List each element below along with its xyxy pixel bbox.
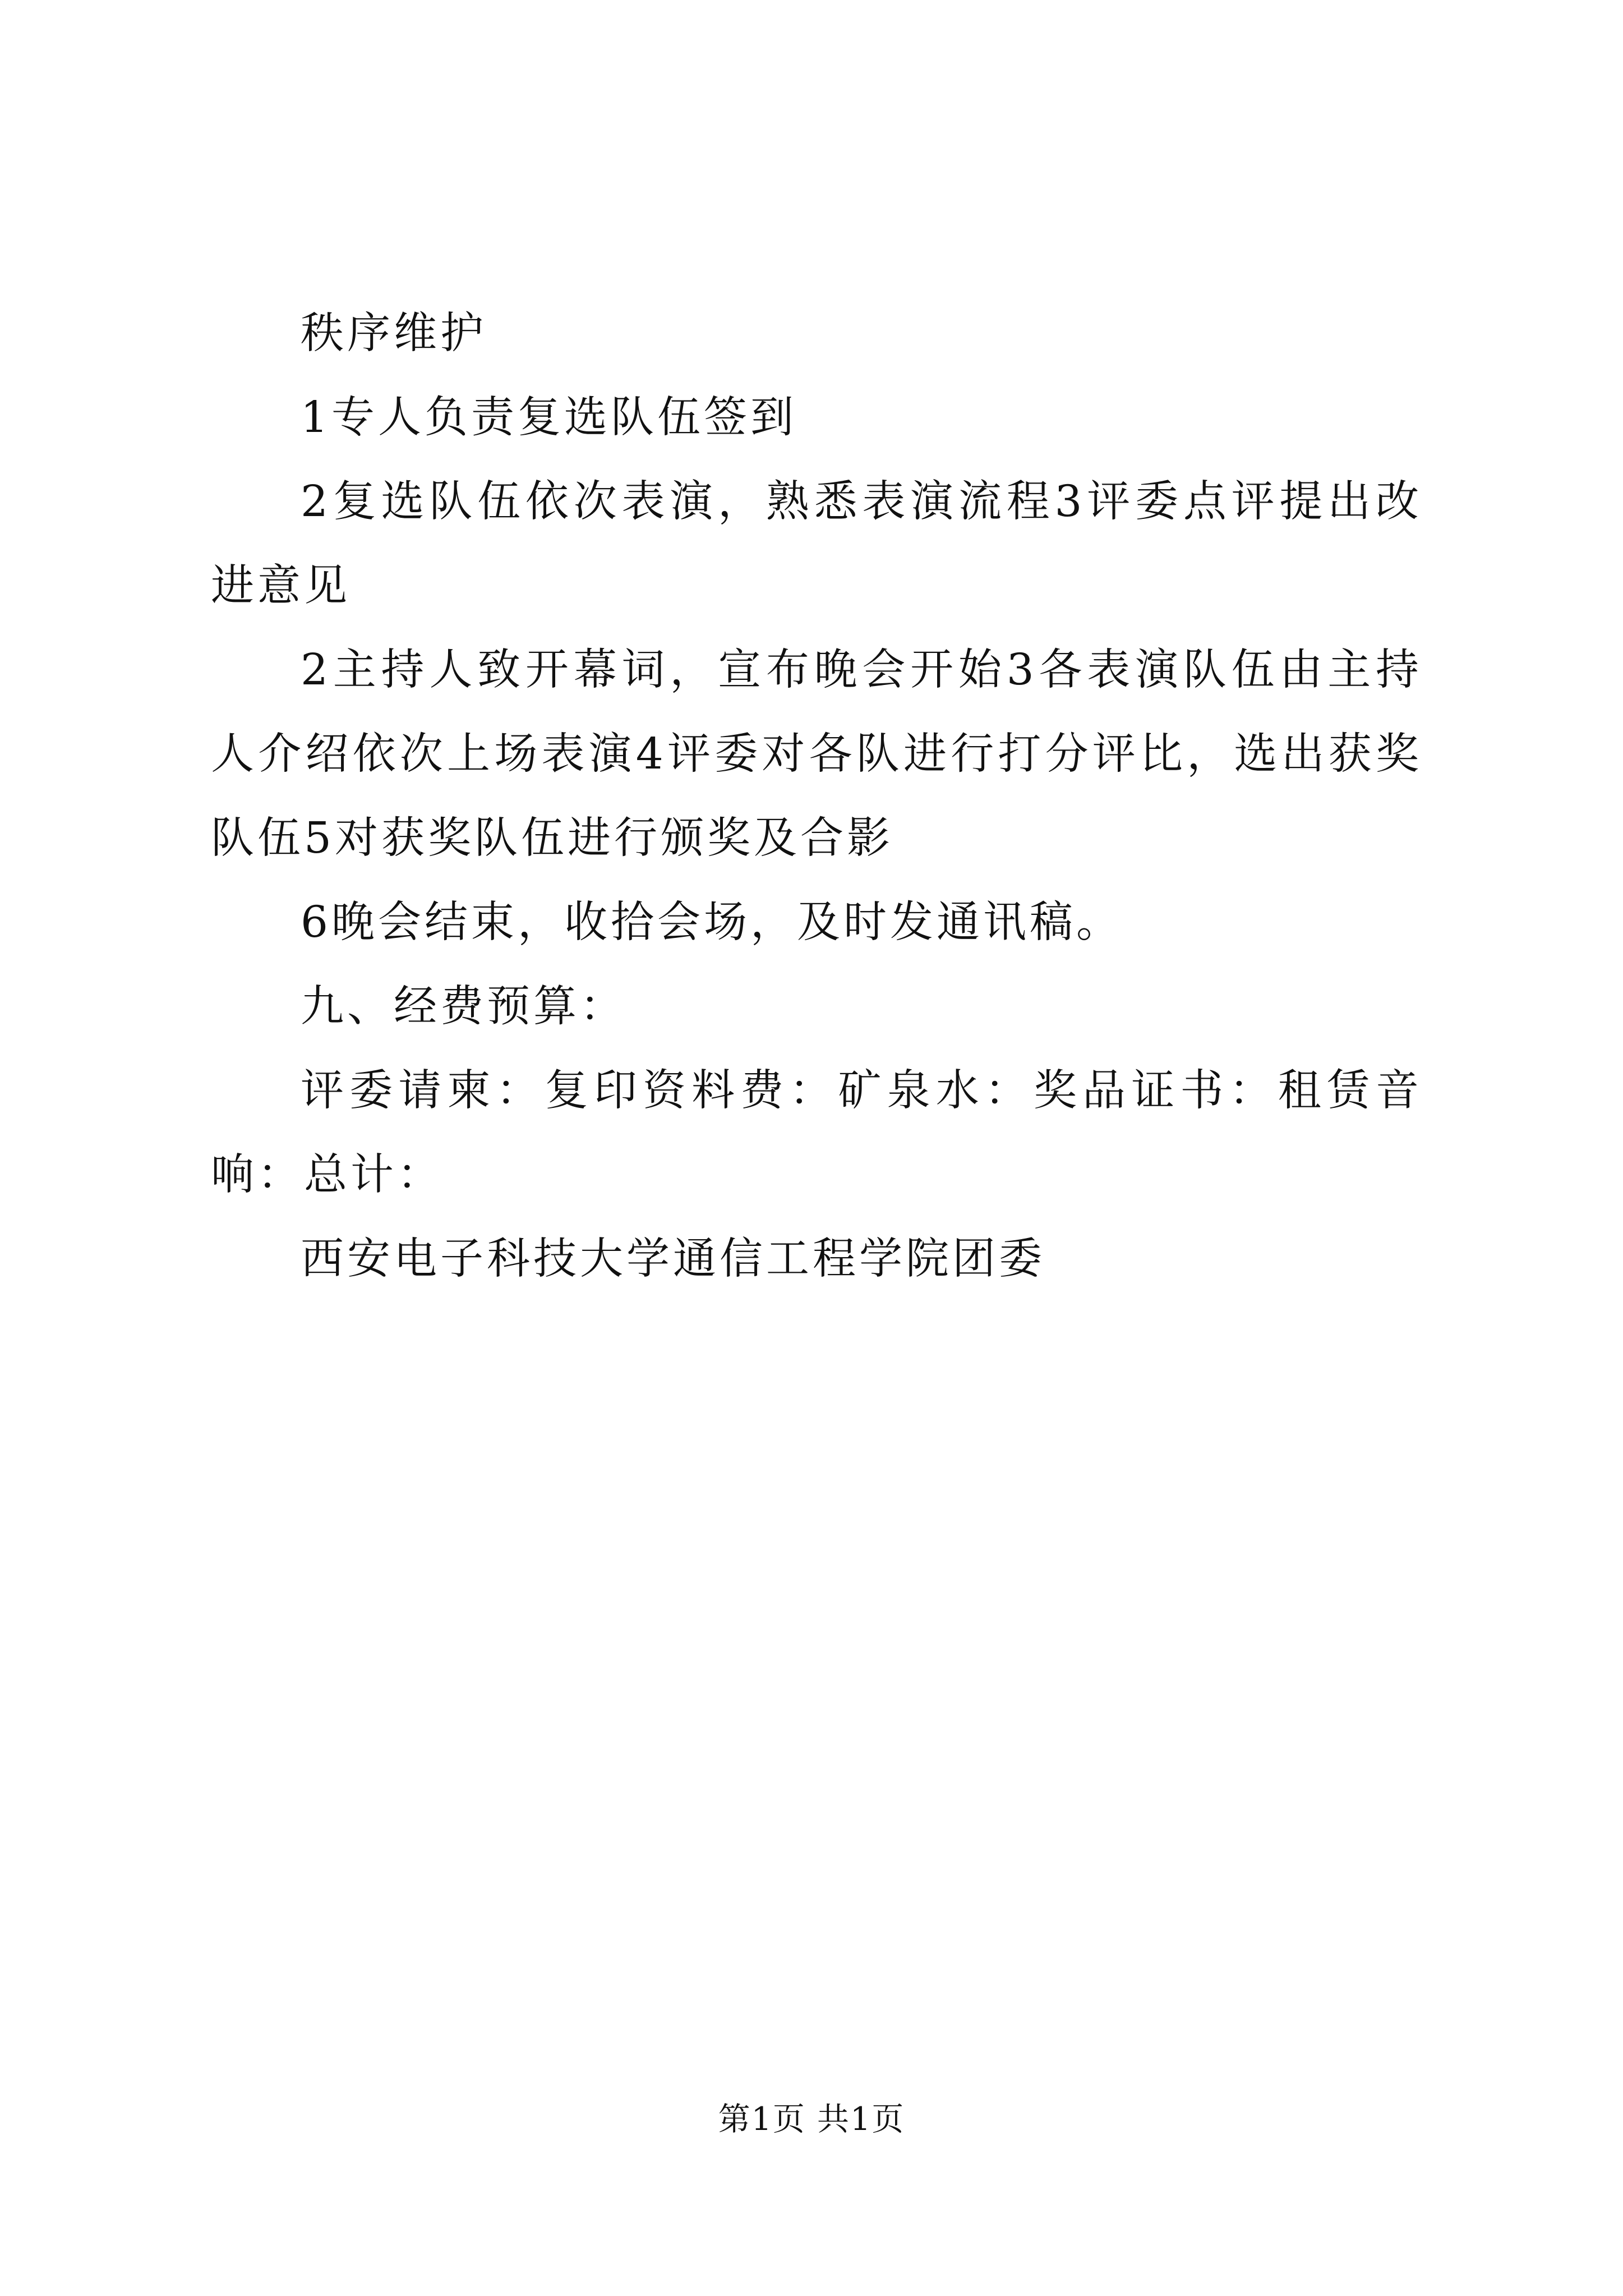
list-item-preliminary: 2复选队伍依次表演，熟悉表演流程3评委点评提出改进意见 bbox=[211, 477, 1422, 611]
list-item-closing: 6晚会结束，收拾会场，及时发通讯稿。 bbox=[301, 898, 1123, 947]
document-body bbox=[211, 292, 1422, 1301]
budget-items: 评委请柬：复印资料费：矿泉水：奖品证书：租赁音响：总计： bbox=[211, 1066, 1422, 1200]
section-heading-budget: 九、经费预算： bbox=[301, 982, 626, 1032]
section-heading-order: 秩序维护 bbox=[301, 309, 487, 358]
list-item-signin: 1专人负责复选队伍签到 bbox=[301, 393, 797, 443]
list-item-evening-program: 2主持人致开幕词，宣布晚会开始3各表演队伍由主持人介绍依次上场表演4评委对各队进行打分评比，选出获奖队伍5对获奖队伍进行颁奖及合影 bbox=[211, 645, 1422, 863]
organization-signature: 西安电子科技大学通信工程学院团委 bbox=[301, 1234, 1045, 1284]
page-footer: 第1页 共1页 bbox=[718, 2101, 905, 2138]
